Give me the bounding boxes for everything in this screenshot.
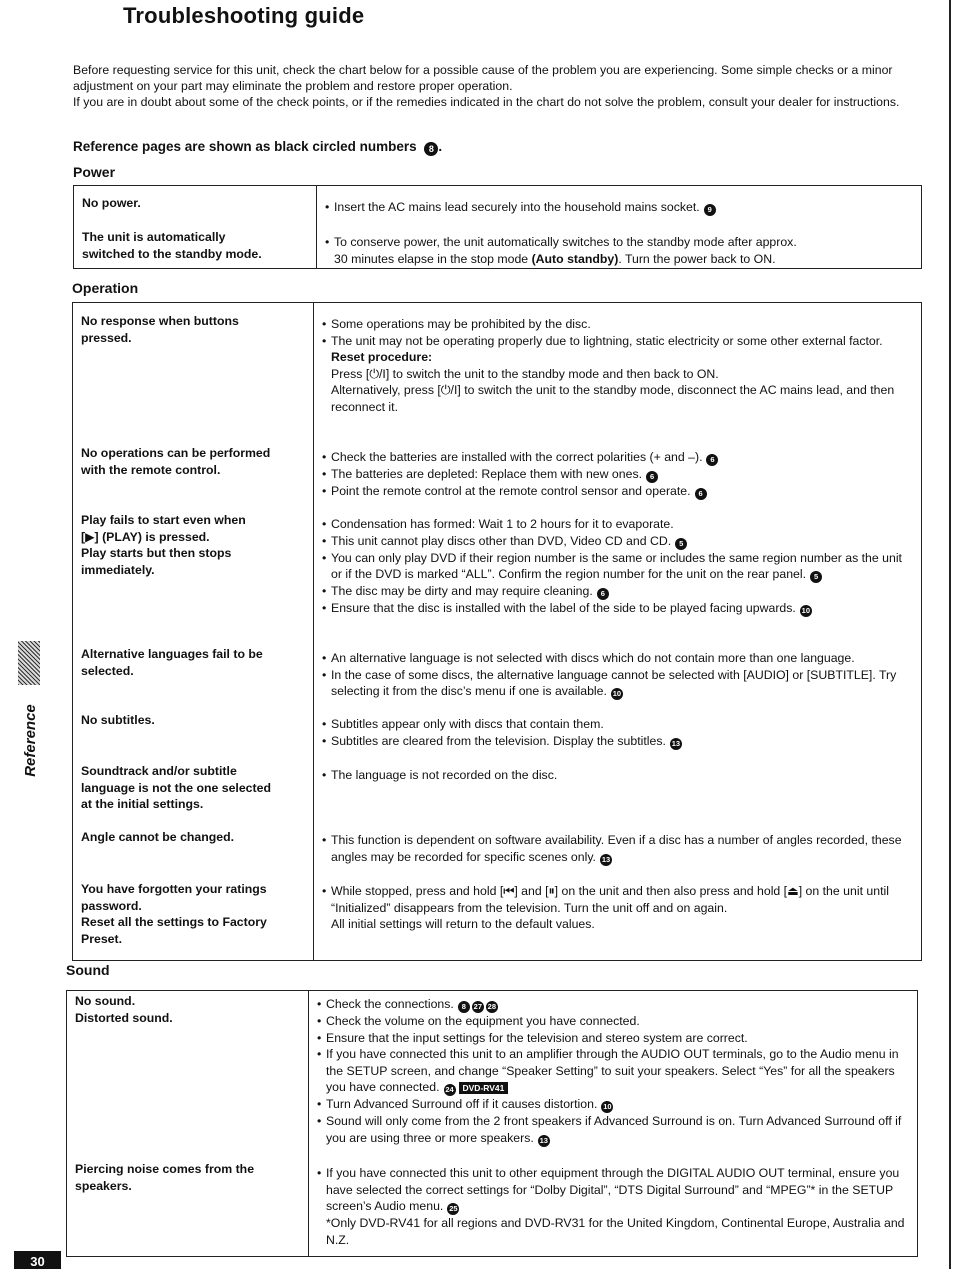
remedy-item: • Condensation has formed: Wait 1 to 2 hours for it to evaporate. (322, 516, 911, 533)
problem-soundtrack-language: Soundtrack and/or subtitle language is not the one selected at the initial settings. (81, 764, 271, 811)
remedy-group-password (322, 883, 911, 933)
page-ref-icon: 6 (597, 588, 609, 600)
page-edge-line (949, 0, 951, 1269)
section-title-power: Power (73, 164, 116, 180)
remedy-item: • Some operations may be prohibited by the disc. (322, 316, 911, 333)
remedy-item: • In the case of some discs, the alternative language cannot be selected with [AUDIO] or [SUBTITLE]. Try selecting it from the disc’s menu if one is available. 10 (322, 667, 911, 701)
page-number: 30 (14, 1251, 61, 1269)
page-ref-icon: 24 (445, 1085, 454, 1094)
remedy-item: • Turn Advanced Surround off if it causes distortion. 10 (317, 1096, 907, 1113)
page-ref-icon: 10 (612, 689, 622, 698)
page-ref-icon: 28 (487, 1002, 496, 1011)
side-tab: Reference (21, 703, 39, 777)
remedy-group-play (322, 516, 911, 617)
remedy-group-piercing-noise (317, 1165, 907, 1248)
problem-alternative-languages: Alternative languages fail to be selected. (81, 647, 263, 678)
power-problems (74, 186, 317, 268)
remedy-group-soundtrack (322, 767, 911, 784)
page-ref-icon: 5 (810, 571, 822, 583)
model-badge: DVD-RV41 (459, 1082, 509, 1094)
operation-table (72, 302, 922, 961)
reference-note: Reference pages are shown as black circled numbers 8 . (73, 139, 443, 154)
remedy-item: • The disc may be dirty and may require cleaning. 6 (322, 583, 911, 600)
remedy-item: • Check the volume on the equipment you have connected. (317, 1013, 907, 1030)
remedy-item: • Ensure that the input settings for the television and stereo system are correct. (317, 1030, 907, 1047)
problem-forgotten-password: You have forgotten your ratings password. Reset all the settings to Factory Preset. (81, 882, 267, 946)
page-title: Troubleshooting guide (123, 3, 365, 28)
remedy-group-auto-standby (325, 234, 911, 267)
page-ref-icon: 27 (473, 1002, 482, 1011)
power-remedies (317, 186, 921, 268)
page-ref-icon: 6 (646, 471, 658, 483)
remedy-item: • If you have connected this unit to other equipment through the DIGITAL AUDIO OUT terminal, ensure you have selected the correct settings for “Dolby Digital”, “DTS Digital Surround” and “MPEG”* in the SETUP screen’s Audio menu. 25 (317, 1165, 907, 1215)
page-ref-icon: 5 (675, 538, 687, 550)
sound-problems (67, 991, 309, 1256)
page-ref-icon: 10 (801, 606, 810, 615)
page-ref-icon: 6 (695, 488, 707, 500)
page-ref-icon: 8 (458, 1001, 470, 1013)
remedy-group-no-sound (317, 996, 907, 1147)
problem-play-fails: Play fails to start even when [▶] (PLAY) is pressed. Play starts but then stops immediately. (81, 513, 246, 577)
operation-problems (73, 303, 314, 960)
remedy-group-remote (322, 449, 911, 500)
remedy-group-languages (322, 650, 911, 700)
remedy-item: • You can only play DVD if their region number is the same or includes the same region number as the unit or if the DVD is marked “ALL”. Confirm the region number for the unit on the rear panel. 5 (322, 550, 911, 584)
problem-no-response: No response when buttons pressed. (81, 314, 239, 345)
remedy-item: • If you have connected this unit to an amplifier through the AUDIO OUT terminals, go to the Audio menu in the SETUP screen, and change “Speaker Setting” to suit your speakers. Select “Yes” for all the speakers you have connected. 24 DVD-RV41 (317, 1046, 907, 1096)
page-ref-icon: 13 (601, 854, 611, 864)
remedy-group-no-response (322, 316, 911, 415)
section-title-operation: Operation (72, 280, 139, 296)
remedy-item: • The unit may not be operating properly due to lightning, static electricity or some other external factor. (322, 333, 911, 350)
page-ref-icon: 13 (671, 738, 681, 748)
remedy-group-subtitles (322, 716, 911, 750)
intro-paragraph-1: Before requesting service for this unit, check the chart below for a possible cause of the problem you are experiencing. Some simple checks or a minor adjustment on your part may eliminate the problem and restore proper operation. (73, 63, 893, 93)
reset-procedure-title: Reset procedure: (331, 350, 433, 364)
remedy-item: • Sound will only come from the 2 front speakers if Advanced Surround is on. Turn Advanced Surround off if you are using three or more speakers. 13 (317, 1113, 907, 1147)
section-title-sound: Sound (66, 962, 110, 978)
problem-no-sound: No sound. Distorted sound. (75, 994, 173, 1025)
problem-no-subtitles: No subtitles. (81, 713, 155, 727)
problem-auto-standby: The unit is automatically switched to the standby mode. (82, 230, 262, 261)
remedy-continuation: 30 minutes elapse in the stop mode (Auto standby). Turn the power back to ON. (334, 251, 776, 266)
intro-text (73, 62, 928, 110)
remedy-item: • Point the remote control at the remote control sensor and operate. 6 (322, 483, 911, 500)
page-ref-icon: 6 (706, 454, 718, 466)
remedy-item: • Check the connections. 8 27 28 (317, 996, 907, 1013)
reset-procedure-line: Alternatively, press [⏻/I] to switch the unit to the standby mode, disconnect the AC mains lead, and then reconnect it. (331, 383, 895, 414)
operation-remedies (314, 303, 921, 960)
remedy-item: • Insert the AC mains lead securely into the household mains socket. 9 (325, 199, 911, 216)
remedy-group-angle (322, 832, 911, 866)
problem-piercing-noise: Piercing noise comes from the speakers. (75, 1162, 255, 1193)
problem-angle: Angle cannot be changed. (81, 830, 235, 844)
remedy-item: • The batteries are depleted: Replace them with new ones. 6 (322, 466, 911, 483)
remedy-item: • Subtitles appear only with discs that contain them. (322, 716, 911, 733)
remedy-continuation: All initial settings will return to the default values. (331, 917, 595, 931)
remedy-item: • While stopped, press and hold [⏮] and [⏸] on the unit and then also press and hold [⏏] on the unit until “Initialized” disappears from the television. Turn the unit off and on again. (322, 883, 911, 916)
problem-no-power: No power. (82, 196, 141, 210)
remedy-item: • To conserve power, the unit automatically switches to the standby mode after approx. (325, 234, 911, 251)
remedy-item: • Ensure that the disc is installed with the label of the side to be played facing upwards. 10 (322, 600, 911, 617)
remedy-item: • Subtitles are cleared from the television. Display the subtitles. 13 (322, 733, 911, 750)
page-ref-icon: 9 (704, 204, 716, 216)
intro-paragraph-2: If you are in doubt about some of the check points, or if the remedies indicated in the chart do not solve the problem, consult your dealer for instructions. (73, 95, 900, 109)
page-ref-icon: 25 (449, 1204, 458, 1213)
sound-table (66, 990, 918, 1257)
problem-remote-control: No operations can be performed with the remote control. (81, 446, 271, 477)
sound-remedies (309, 991, 917, 1256)
reference-number-icon: 8 (424, 142, 438, 156)
remedy-item: • This function is dependent on software availability. Even if a disc has a number of angles recorded, these angles may be recorded for specific scenes only. 13 (322, 832, 911, 866)
remedy-item: • An alternative language is not selected with discs which do not contain more than one language. (322, 650, 911, 667)
remedy-item: • This unit cannot play discs other than DVD, Video CD and CD. 5 (322, 533, 911, 550)
reset-procedure-line: Press [⏻/I] to switch the unit to the standby mode and then back to ON. (331, 366, 719, 381)
page-ref-icon: 10 (603, 1102, 612, 1111)
remedy-footnote: *Only DVD-RV41 for all regions and DVD-RV31 for the United Kingdom, Continental Europe, Australia and N.Z. (326, 1216, 905, 1247)
remedy-item: • The language is not recorded on the disc. (322, 767, 911, 784)
power-table (73, 185, 922, 269)
remedy-item: • Check the batteries are installed with the correct polarities (+ and –). 6 (322, 449, 911, 466)
page-ref-icon: 13 (539, 1135, 548, 1145)
remedy-group-no-power (325, 199, 911, 216)
side-tab-pattern (18, 641, 40, 685)
